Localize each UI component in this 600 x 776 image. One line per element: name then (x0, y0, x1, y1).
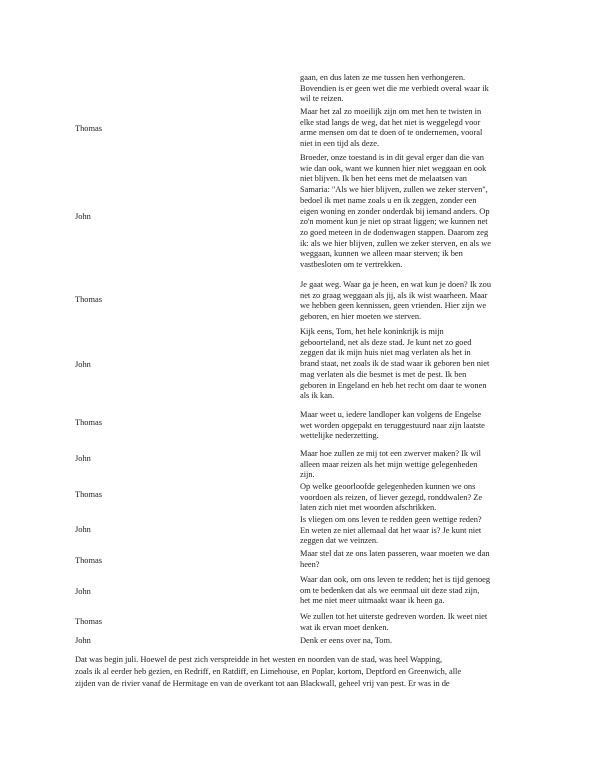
speaker-name: Thomas (75, 617, 102, 626)
speech-text (300, 327, 546, 402)
speaker-name: John (75, 525, 91, 534)
speech-line: laten zich niet met woorden afschrikken. (300, 503, 437, 513)
speaker-name: Thomas (75, 295, 102, 304)
speech-line: Bovendien is er geen wet die me verbiedt overal waar ik (300, 83, 489, 93)
narrative-paragraph (75, 654, 545, 690)
speech-line: Is vliegen om ons leven te redden geen wettige reden? (300, 515, 482, 524)
speech-line: zeggen dat ik mijn huis niet mag verlaten als het in (300, 348, 471, 358)
speech-line: Samaria: "Als we hier blijven, zullen we zeker sterven", (300, 185, 488, 195)
speaker-name: John (75, 360, 91, 369)
speech-line: gaan, en dus laten ze me tussen hen verhongeren. (300, 73, 466, 82)
speaker-name: Thomas (75, 124, 102, 133)
speech-line: zo goed meteen in de dodenwagen stappen. Daarom zeg (300, 227, 489, 237)
speech-line: En weten ze niet allemaal dat het waar is? Je kunt niet (300, 525, 482, 535)
speech-line: arme mensen om dat te doen of te ondernemen, vooral (300, 128, 483, 138)
speech-line: heen? (300, 559, 320, 569)
speech-text (300, 612, 546, 633)
speech-line: Maar het zal zo moeilijk zijn om met hen te twisten in (300, 107, 482, 116)
speech-line: elke stad langs de weg, dat het niet is weggelegd voor (300, 117, 481, 127)
speech-line: net zo graag weggaan als jij, als ik wist waarheen. Maar (300, 290, 488, 300)
speech-line: bedoel ik met name zoals u en ik zeggen, zonder een (300, 195, 477, 205)
narrative-line: zoals ik al eerder heb gezien, en Redriff, en Ratdiff, en Limehouse, en Poplar, kortom, Deptford en Greenwich, alle (75, 667, 462, 676)
narrative-line: Dat was begin juli. Hoewel de pest zich verspreidde in het westen en noorden van de stad, was heel Wapping, (75, 655, 443, 664)
speaker-name: Thomas (75, 556, 102, 565)
speech-line: Broeder, onze toestand is in dit geval erger dan die van (300, 153, 484, 162)
speech-text (300, 153, 546, 271)
speech-line: Waar dan ook, om ons leven te redden; het is tijd genoeg (300, 575, 491, 584)
speech-line: eigen woning en zonder onderdak bij iemand anders. Op (300, 206, 490, 216)
speech-line: Maar stel dat ze ons laten passeren, waar moeten we dan (300, 549, 490, 558)
speech-text (300, 636, 546, 647)
speech-text (300, 73, 546, 105)
speech-line: Maar hoe zullen ze mij tot een zwerver maken? Ik wil (300, 449, 481, 458)
speaker-name: John (75, 212, 91, 221)
speaker-name: John (75, 454, 91, 463)
speech-line: wet worden opgepakt en teruggestuurd naar zijn laatste (300, 420, 485, 430)
speaker-name: Thomas (75, 490, 102, 499)
speech-line: wat ik ervan moet denken. (300, 622, 389, 632)
speech-line: alleen maar reizen als het mijn wettige gelegenheden (300, 459, 478, 469)
speech-line: zeggen dat we veinzen. (300, 536, 379, 546)
speech-line: brand staat, net zoals ik de stad waar ik geboren ben niet (300, 359, 490, 369)
speech-line: geboren in Engeland en heb het recht om daar te wonen (300, 380, 487, 390)
speech-line: ik: als we hier blijven, zullen we zeker sterven, en als we (300, 238, 491, 248)
speech-line: wettelijke nederzetting. (300, 431, 379, 441)
speech-line: wie dan ook, want we kunnen hier niet weggaan en ook (300, 163, 487, 173)
speech-line: Maar weet u, iedere landloper kan volgens de Engelse (300, 410, 482, 419)
speech-line: Denk er eens over na, Tom. (300, 636, 393, 645)
speech-text (300, 410, 546, 442)
speech-line: zijn. (300, 470, 315, 480)
speaker-name: John (75, 636, 91, 645)
speech-line: voordoen als reizen, of liever gezegd, ronddwalen? Ze (300, 492, 483, 502)
speech-text (300, 449, 546, 481)
speech-line: wil te reizen. (300, 94, 344, 104)
speech-text (300, 515, 546, 547)
speech-line: mag verlaten als die besmet is met de pest. Ik ben (300, 369, 467, 379)
speech-text (300, 107, 546, 150)
speech-line: weggaan, kunnen we alleen maar sterven; ik ben (300, 249, 463, 259)
speech-text (300, 482, 546, 514)
speech-line: We zullen tot het uiterste gedreven worden. Ik weet niet (300, 612, 488, 621)
speaker-name: John (75, 587, 91, 596)
speech-line: zo'n moment kun je niet op straat liggen; we kunnen net (300, 217, 488, 227)
speech-line: we hebben geen kennissen, geen vrienden. Hier zijn we (300, 301, 487, 311)
speech-line: als ik kan. (300, 391, 335, 401)
speech-line: geboorteland, net als deze stad. Je kunt net zo goed (300, 337, 472, 347)
speech-line: niet blijven. Ik ben het eens met de melaatsen van (300, 174, 467, 184)
speech-text (300, 575, 546, 607)
speaker-name: Thomas (75, 418, 102, 427)
narrative-line: zijden van de rivier vanaf de Hermitage en van de overkant tot aan Blackwall, geheel vrij van pest. Er was in de (75, 679, 450, 688)
speech-line: Op welke geoorloofde gelegenheden kunnen we ons (300, 482, 476, 491)
speech-text (300, 549, 546, 570)
speech-line: Je gaat weg. Waar ga je heen, en wat kun je doen? Ik zou (300, 280, 492, 289)
speech-line: Kijk eens, Tom, het hele koninkrijk is mijn (300, 327, 444, 336)
speech-text (300, 280, 546, 323)
speech-line: om te bedenken dat als we eenmaal uit deze stad zijn, (300, 585, 480, 595)
speech-line: niet in een tijd als deze. (300, 139, 380, 149)
speech-line: vastbesloten om te vertrekken. (300, 260, 403, 270)
speech-line: het me niet meer uitmaakt waar ik heen ga. (300, 596, 445, 606)
speech-line: geboren, en hier moeten we sterven. (300, 312, 422, 322)
